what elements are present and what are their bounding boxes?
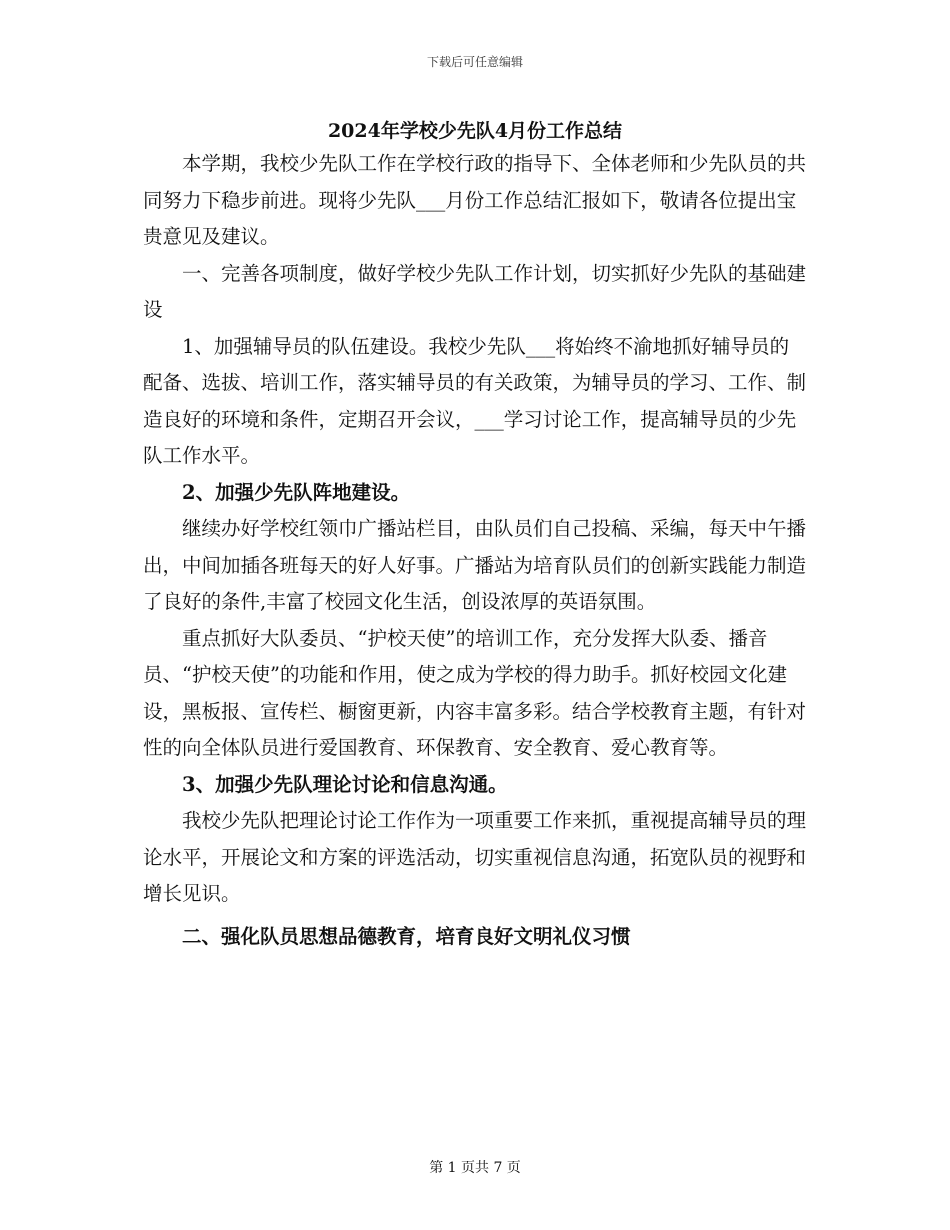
document-body [143,146,807,955]
paragraph-item-2-heading: 2、加强少先队阵地建设。 [182,480,411,504]
page-footer: 第 1 页共 7 页 [429,1160,521,1176]
paragraph-theory: 我校少先队把理论讨论工作作为一项重要工作来抓，重视提高辅导员的理论水平，开展论文和方案的评选活动，切实重视信息沟通，拓宽队员的视野和增长见识。 [143,809,807,905]
paragraph-item-1: 1、加强辅导员的队伍建设。我校少先队___将始终不渝地抓好辅导员的配备、选拔、培训工作，落实辅导员的有关政策，为辅导员的学习、工作、制造良好的环境和条件，定期召开会议，___学习讨论工作，提高辅导员的少先队工作水平。 [143,334,807,467]
paragraph-item-3-heading: 3、加强少先队理论讨论和信息沟通。 [182,772,508,796]
paragraph-section-1-heading: 一、完善各项制度，做好学校少先队工作计划，切实抓好少先队的基础建设 [143,261,807,321]
paragraph-intro: 本学期，我校少先队工作在学校行政的指导下、全体老师和少先队员的共同努力下稳步前进。现将少先队___月份工作总结汇报如下，敬请各位提出宝贵意见及建议。 [143,152,807,248]
header-note: 下载后可任意编辑 [426,55,523,69]
paragraph-section-2-heading: 二、强化队员思想品德教育，培育良好文明礼仪习惯 [182,924,631,948]
page-title: 2024年学校少先队4月份工作总结 [327,120,623,142]
paragraph-training: 重点抓好大队委员、“护校天使”的培训工作，充分发挥大队委、播音员、“护校天使”的功能和作用，使之成为学校的得力助手。抓好校园文化建设，黑板报、宣传栏、橱窗更新，内容丰富多彩。结合学校教育主题，有针对性的向全体队员进行爱国教育、环保教育、安全教育、爱心教育等。 [143,626,807,759]
paragraph-broadcast: 继续办好学校红领巾广播站栏目，由队员们自己投稿、采编，每天中午播出，中间加插各班每天的好人好事。广播站为培育队员们的创新实践能力制造了良好的条件,丰富了校园文化生活，创设浓厚的英语氛围。 [143,517,807,613]
